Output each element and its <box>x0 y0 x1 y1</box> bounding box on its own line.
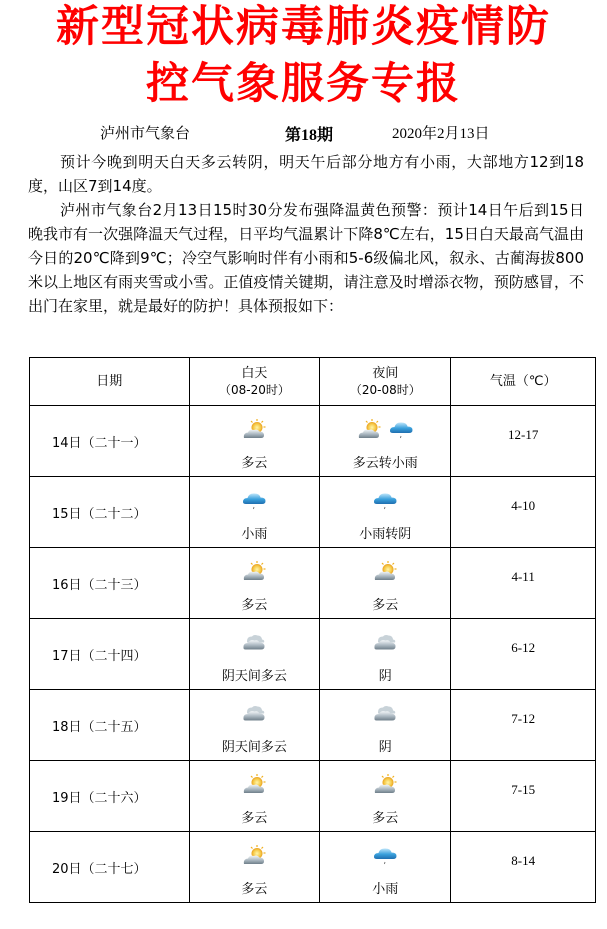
organization: 泸州市气象台 <box>100 124 191 142</box>
table-row <box>30 832 596 903</box>
header-temp: 气温（℃） <box>451 358 596 406</box>
forecast-summary: 预计今晚到明天白天多云转阴，明天午后部分地方有小雨，大部地方12到18度，山区7到14度。 <box>28 153 584 195</box>
date-cell: 14日（二十一） <box>30 406 190 477</box>
temp-cell: 8-14 <box>451 832 596 903</box>
day-cell: 多云 <box>189 832 320 903</box>
report-title-line2: 控气象服务专报 <box>146 59 461 109</box>
report-title-line1: 新型冠状病毒肺炎疫情防 <box>56 2 551 52</box>
temp-cell: 7-12 <box>451 690 596 761</box>
overcast-icon <box>241 702 267 726</box>
night-cell: 小雨转阴 <box>320 477 451 548</box>
light-rain-icon <box>372 489 398 513</box>
partly-cloudy-icon <box>372 773 398 797</box>
light-rain-icon <box>388 418 414 442</box>
temp-cell: 6-12 <box>451 619 596 690</box>
date-cell: 19日（二十六） <box>30 761 190 832</box>
overcast-icon <box>372 631 398 655</box>
temp-cell: 7-15 <box>451 761 596 832</box>
table-row <box>30 690 596 761</box>
night-cell: 多云 <box>320 548 451 619</box>
report-meta <box>0 120 607 144</box>
day-cell: 阴天间多云 <box>189 619 320 690</box>
day-cell: 多云 <box>189 548 320 619</box>
issue-number: 第18期 <box>285 127 334 144</box>
day-cell: 阴天间多云 <box>189 690 320 761</box>
date-cell: 18日（二十五） <box>30 690 190 761</box>
day-cell: 多云 <box>189 761 320 832</box>
day-cell: 多云 <box>189 406 320 477</box>
light-rain-icon <box>372 844 398 868</box>
temp-cell: 4-10 <box>451 477 596 548</box>
date-cell: 17日（二十四） <box>30 619 190 690</box>
partly-cloudy-icon <box>241 418 267 442</box>
overcast-icon <box>372 702 398 726</box>
header-night: 夜间 （20-08时） <box>320 358 451 406</box>
table-row <box>30 761 596 832</box>
header-date: 日期 <box>30 358 190 406</box>
date-cell: 16日（二十三） <box>30 548 190 619</box>
temp-cell: 4-11 <box>451 548 596 619</box>
overcast-icon <box>241 631 267 655</box>
partly-cloudy-icon <box>356 418 382 442</box>
warning-paragraph: 泸州市气象台2月13日15时30分发布强降温黄色预警：预计14日午后到15日晚我市有一次强降温天气过程，日平均气温累计下降8℃左右，15日白天最高气温由今日的20℃降到9℃；冷空气影响时伴有小雨和5-6级偏北风，叙永、古蔺海拔800米以上地区有雨夹雪或小雪。正值疫情关键期，请注意及时增添衣物，预防感冒，不出门在家里，就是最好的防护！具体预报如下： <box>28 201 584 315</box>
night-cell: 小雨 <box>320 832 451 903</box>
night-cell: 多云 <box>320 761 451 832</box>
day-cell: 小雨 <box>189 477 320 548</box>
table-row <box>30 406 596 477</box>
date-cell: 15日（二十二） <box>30 477 190 548</box>
partly-cloudy-icon <box>241 773 267 797</box>
night-cell: 阴 <box>320 690 451 761</box>
night-cell: 阴 <box>320 619 451 690</box>
partly-cloudy-icon <box>372 560 398 584</box>
report-date: 2020年2月13日 <box>392 126 490 142</box>
table-row <box>30 548 596 619</box>
partly-cloudy-icon <box>241 560 267 584</box>
table-row <box>30 619 596 690</box>
forecast-table <box>29 357 596 903</box>
table-header-row <box>30 358 596 406</box>
night-cell: 多云转小雨 <box>320 406 451 477</box>
partly-cloudy-icon <box>241 844 267 868</box>
temp-cell: 12-17 <box>451 406 596 477</box>
header-day: 白天 （08-20时） <box>189 358 320 406</box>
date-cell: 20日（二十七） <box>30 832 190 903</box>
table-row <box>30 477 596 548</box>
light-rain-icon <box>241 489 267 513</box>
